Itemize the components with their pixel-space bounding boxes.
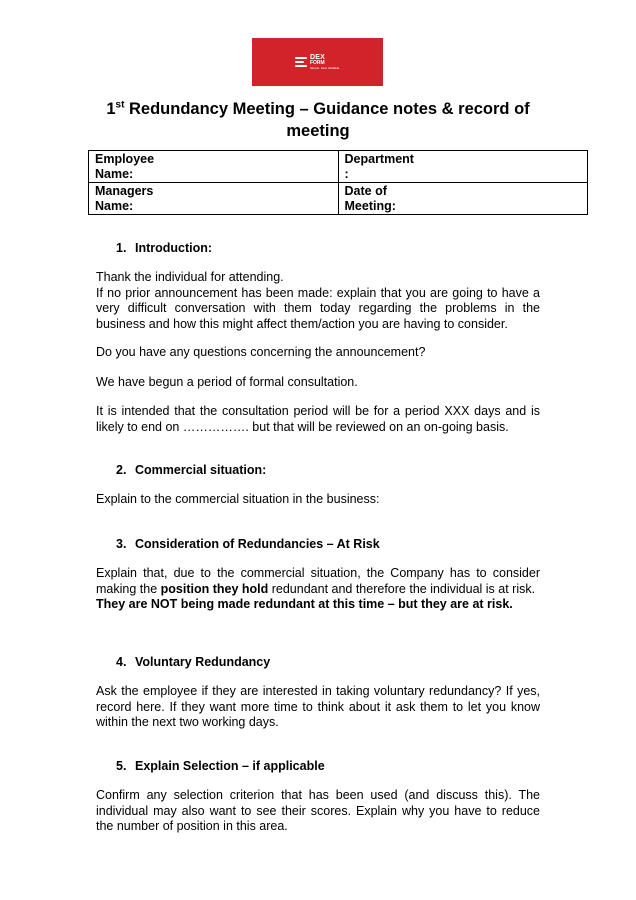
department-cell[interactable] <box>338 151 588 183</box>
section-4-title: Voluntary Redundancy <box>135 655 271 669</box>
section-2-heading <box>116 463 266 478</box>
section-1-p1-line1: Thank the individual for attending. <box>96 270 284 284</box>
table-row <box>89 151 588 183</box>
section-2-p1: Explain to the commercial situation in the business: <box>96 492 380 506</box>
section-1-heading <box>116 241 212 256</box>
section-2-body <box>96 492 540 508</box>
section-1-consultation <box>96 375 540 391</box>
section-2-title: Commercial situation: <box>135 463 267 477</box>
section-3-p1-bold: position they hold <box>160 581 269 596</box>
logo-text <box>310 54 340 70</box>
section-5-p1: Confirm any selection criterion that has been used (and discuss this). The individual may also want to see their scores. Explain why you have to reduce the number of position in this area. <box>96 788 540 833</box>
page-title <box>80 98 556 142</box>
section-3-p1-b: redundant and therefore the individual is at risk. <box>268 581 536 596</box>
meeting-date-label-line2: Meeting: <box>344 199 396 213</box>
section-4-heading <box>116 655 270 670</box>
section-3-heading <box>116 537 380 552</box>
title-prefix: 1 <box>106 100 116 118</box>
section-5-body <box>96 788 540 835</box>
managers-name-label-line2: Name: <box>95 199 134 213</box>
section-1-body <box>96 270 540 332</box>
logo-content <box>295 54 340 70</box>
table-row <box>89 183 588 215</box>
title-text: Redundancy Meeting – Guidance notes & record of meeting <box>124 100 530 140</box>
section-2-number: 2. <box>116 463 127 477</box>
section-5-title: Explain Selection – if applicable <box>135 759 325 773</box>
department-label-line2: : <box>344 167 349 181</box>
section-4-p1: Ask the employee if they are interested in taking voluntary redundancy? If yes, record here. If they want more time to think about it ask them to let you know within the next two working days. <box>96 684 540 729</box>
logo-mark-icon <box>295 57 307 67</box>
section-3-title: Consideration of Redundancies – At Risk <box>135 537 380 551</box>
employee-name-cell[interactable] <box>89 151 339 183</box>
section-5-heading <box>116 759 325 774</box>
section-3-p1 <box>96 566 540 597</box>
section-1-period <box>96 404 540 435</box>
logo-tagline: Simple. Fast. Reliable. <box>309 66 340 70</box>
title-superscript: st <box>115 99 125 111</box>
section-5-number: 5. <box>116 759 127 773</box>
section-1-p1-rest: If no prior announcement has been made: explain that you are going to have a very difficult conversation with them today regarding the problems in the business and how this might affect them/action you are having to consider. <box>96 285 540 331</box>
logo-brand-line2: FORM <box>309 60 325 66</box>
meeting-date-label-line1: Date of <box>344 184 387 198</box>
meeting-date-cell[interactable] <box>338 183 588 215</box>
section-1-title: Introduction: <box>135 241 213 255</box>
logo-brand-line1: DEX <box>309 54 325 61</box>
company-logo <box>252 38 383 86</box>
section-3-p2: They are NOT being made redundant at this time – but they are at risk. <box>96 597 513 611</box>
managers-name-cell[interactable] <box>89 183 339 215</box>
department-label-line1: Department <box>344 152 414 166</box>
employee-name-label-line1: Employee <box>95 152 155 166</box>
section-3-p1-a: Explain that, due to the commercial situation, the Company has to consider making the <box>96 566 540 596</box>
section-3-number: 3. <box>116 537 127 551</box>
section-4-body <box>96 684 540 731</box>
managers-name-label-line1: Managers <box>95 184 154 198</box>
section-1-p3: We have begun a period of formal consultation. <box>96 375 358 389</box>
meeting-info-table <box>88 150 588 215</box>
section-1-number: 1. <box>116 241 127 255</box>
section-1-p4: It is intended that the consultation period will be for a period XXX days and is likely to end on ……………. but that will be reviewed on an on-going basis. <box>96 404 540 434</box>
section-1-p2: Do you have any questions concerning the announcement? <box>96 345 426 359</box>
section-3-body <box>96 566 540 613</box>
employee-name-label-line2: Name: <box>95 167 134 181</box>
section-4-number: 4. <box>116 655 127 669</box>
section-1-question <box>96 345 540 361</box>
